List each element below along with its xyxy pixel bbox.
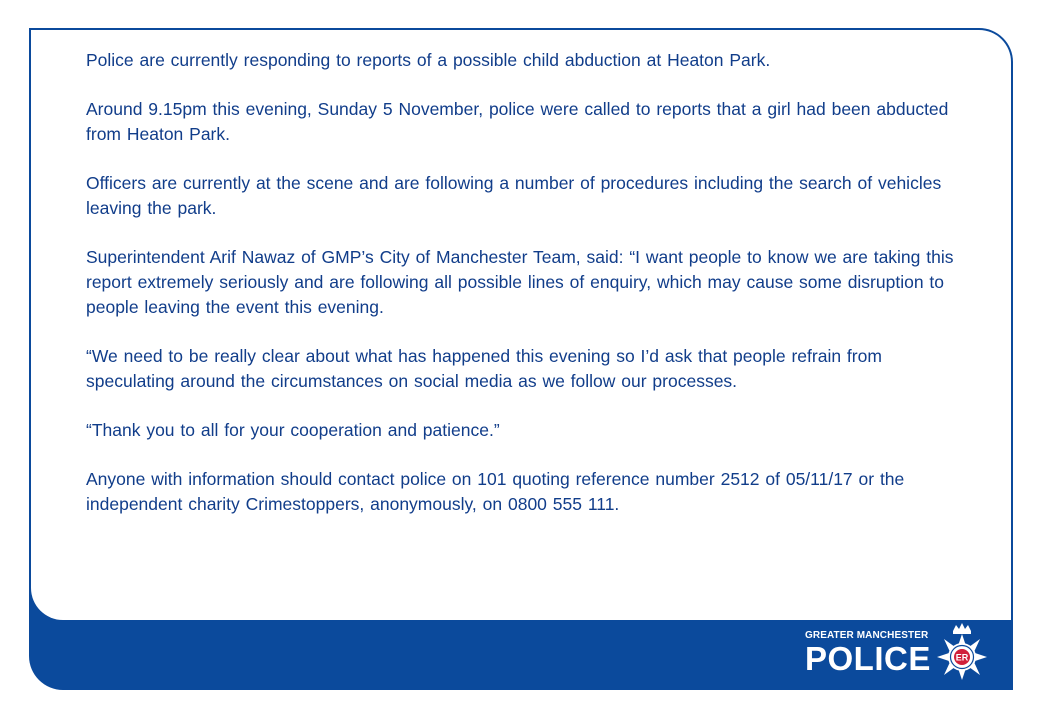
paragraph-officers: Officers are currently at the scene and are following a number of procedures including the search of vehicles leaving the park. — [86, 173, 942, 218]
logo-police: POLICE — [805, 640, 931, 677]
statement-frame — [29, 28, 1013, 690]
paragraph-quote-social-media: “We need to be really clear about what has happened this evening so I’d ask that people refrain from speculating around the circumstances on social media as we follow our processes. — [86, 346, 882, 391]
statement-panel — [31, 30, 1011, 620]
paragraph-incident: Police are currently responding to reports of a possible child abduction at Heaton Park. — [86, 50, 771, 70]
gmp-logo — [805, 622, 995, 682]
police-star-crest-icon — [933, 622, 991, 682]
paragraph-contact: Anyone with information should contact police on 101 quoting reference number 2512 of 05/11/17 or the independent charity Crimestoppers, anonymously, on 0800 555 111. — [86, 469, 905, 514]
paragraph-quote-superintendent: Superintendent Arif Nawaz of GMP’s City of Manchester Team, said: “I want people to know we are taking this report extremely seriously and are following all possible lines of enquiry, which may cause some disruption to people leaving the event this evening. — [86, 247, 954, 317]
paragraph-time: Around 9.15pm this evening, Sunday 5 November, police were called to reports that a girl had been abducted from Heaton Park. — [86, 99, 949, 144]
paragraph-quote-thanks: “Thank you to all for your cooperation and patience.” — [86, 420, 500, 440]
svg-text:ER: ER — [955, 652, 969, 663]
statement-body — [86, 48, 966, 541]
logo-greater-manchester: GREATER MANCHESTER — [805, 630, 929, 641]
